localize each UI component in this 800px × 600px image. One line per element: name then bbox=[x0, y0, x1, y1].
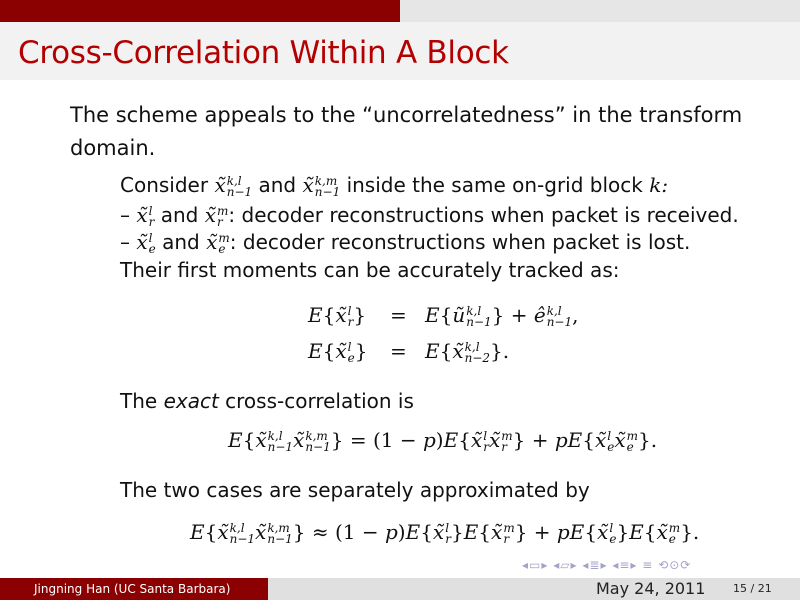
received-text: decoder reconstructions when packet is received. bbox=[241, 203, 739, 227]
moments-line: Their first moments can be accurately tracked as: bbox=[120, 258, 620, 282]
footer-page-number: 15 / 21 bbox=[733, 582, 772, 595]
nav-subsection-icon[interactable]: ▱ bbox=[560, 558, 571, 572]
footer-bar bbox=[0, 578, 800, 600]
approx-line: The two cases are separately approximated by bbox=[120, 478, 590, 502]
nav-frame-next-icon[interactable]: ▸ bbox=[541, 558, 549, 572]
nav-frame-icon[interactable]: ▭ bbox=[529, 558, 542, 572]
consider-prefix: Consider bbox=[120, 173, 209, 197]
eq-moment-1-op: = bbox=[390, 303, 407, 327]
nav-doc-prev-icon[interactable]: ◂ bbox=[612, 558, 620, 572]
beamer-nav[interactable] bbox=[522, 558, 691, 572]
received-line: – x̃ l r and x̃ m r : decoder reconstructions when packet is received. bbox=[120, 203, 739, 229]
eq-moment-2-op: = bbox=[390, 339, 407, 363]
consider-and: and bbox=[258, 173, 297, 197]
footer-date: May 24, 2011 bbox=[596, 579, 706, 598]
nav-section-prev-icon[interactable]: ◂ bbox=[582, 558, 590, 572]
eq-moment-1-lhs: E{x̃ l r } bbox=[308, 303, 367, 329]
nav-doc-icon[interactable]: ≡ bbox=[619, 558, 631, 572]
lead-line-1: The scheme appeals to the “uncorrelatedness” in the transform bbox=[70, 103, 743, 127]
nav-align-icon[interactable]: ≡ bbox=[642, 558, 654, 572]
footer-right bbox=[268, 578, 800, 600]
lost-text: decoder reconstructions when packet is lost. bbox=[242, 230, 691, 254]
consider-line: Consider x̃ k,l n−1 and x̃ k,m n−1 inside the same on-grid block k: bbox=[120, 173, 669, 199]
exact-suffix: cross-correlation is bbox=[225, 389, 414, 413]
consider-suffix: inside the same on-grid block bbox=[346, 173, 643, 197]
eq-moment-1-rhs: E{ũ k,l n−1 } + ê k,l n−1 , bbox=[425, 303, 579, 329]
nav-search-icon[interactable]: ⟲⊙⟳ bbox=[658, 558, 692, 572]
lost-line: – x̃ l e and x̃ m e : decoder reconstructions when packet is lost. bbox=[120, 230, 691, 256]
eq-moment-2-rhs: E{x̃ k,l n−2 }. bbox=[425, 339, 510, 365]
nav-section-next-icon[interactable]: ▸ bbox=[600, 558, 608, 572]
exact-prefix: The bbox=[120, 389, 158, 413]
nav-frame-prev-icon[interactable]: ◂ bbox=[522, 558, 530, 572]
nav-doc-next-icon[interactable]: ▸ bbox=[630, 558, 638, 572]
eq-moment-2-lhs: E{x̃ l e } bbox=[308, 339, 368, 365]
nav-subsection-next-icon[interactable]: ▸ bbox=[570, 558, 578, 572]
footer-author: Jingning Han (UC Santa Barbara) bbox=[0, 578, 268, 600]
exact-word: exact bbox=[163, 389, 219, 413]
lead-line-2: domain. bbox=[70, 136, 156, 160]
nav-subsection-prev-icon[interactable]: ◂ bbox=[553, 558, 561, 572]
block-variable: k: bbox=[649, 173, 669, 197]
eq-approximation: E{x̃ k,l n−1 x̃ k,m n−1 } ≈ (1 − p)E{x̃ l r }E{x̃ m r } + pE{x̃ l e }E{x̃ m e }. bbox=[190, 520, 700, 546]
eq-cross-correlation: E{x̃ k,l n−1 x̃ k,m n−1 } = (1 − p)E{x̃ l r x̃ m r } + pE{x̃ l e x̃ m e }. bbox=[228, 428, 658, 454]
slide-title: Cross-Correlation Within A Block bbox=[18, 35, 509, 71]
nav-section-icon[interactable]: ≣ bbox=[589, 558, 601, 572]
exact-line bbox=[120, 389, 414, 413]
